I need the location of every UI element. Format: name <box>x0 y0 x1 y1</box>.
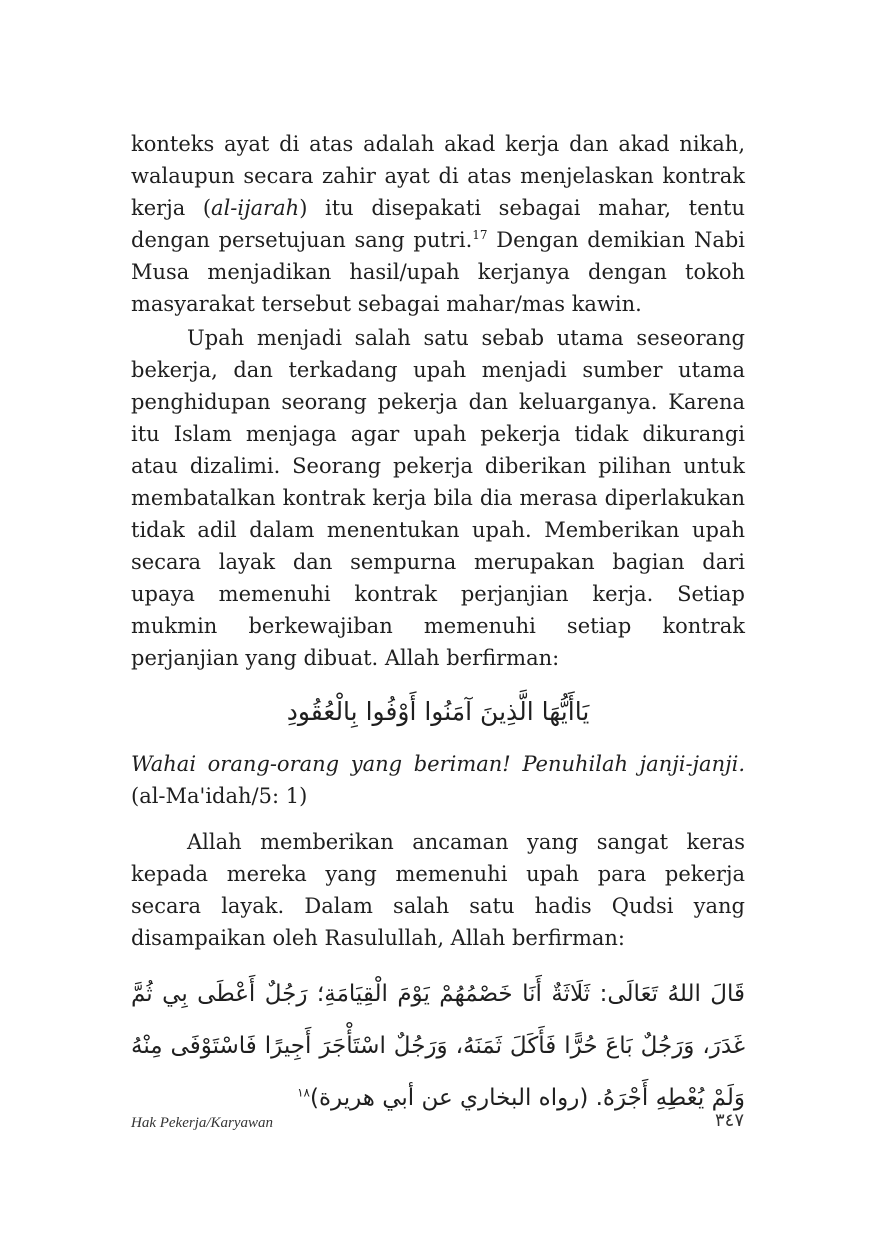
running-title: Hak Pekerja/Karyawan <box>131 1115 274 1131</box>
quran-verse-arabic: يَاأَيُّهَا الَّذِينَ آمَنُوا أَوْفُوا بِالْعُقُودِ <box>286 697 590 726</box>
paragraph-3: Allah memberikan ancaman yang sangat keras kepada mereka yang memenuhi upah para pekerja secara layak. Dalam salah satu hadis Qudsi yang disampaikan oleh Rasulullah, Allah berfirman: <box>131 830 745 950</box>
footnote-ref-18[interactable]: ١٨ <box>297 1085 310 1100</box>
page-body <box>131 128 745 1147</box>
verse-reference: (al-Ma'idah/5: 1) <box>131 784 308 808</box>
verse-translation-text: Wahai orang-orang yang beriman! Penuhilah janji-janji. <box>131 752 745 776</box>
paragraph-1-text-a: konteks ayat di atas adalah akad kerja dan akad nikah, walaupun secara zahir ayat di atas menjelaskan kontrak kerja ( <box>131 132 745 220</box>
page-number: ٣٤٧ <box>714 1110 744 1131</box>
footnote-ref-17[interactable]: 17 <box>472 228 488 242</box>
paragraph-2: Upah menjadi salah satu sebab utama seseorang bekerja, dan terkadang upah menjadi sumber utama penghidupan seorang pekerja dan keluarganya. Karena itu Islam menjaga agar upah pekerja tidak dikurangi atau dizalimi. Seorang pekerja diberikan pilihan untuk membatalkan kontrak kerja bila dia merasa diperlakukan tidak adil dalam menentukan upah. Memberikan upah secara layak dan sempurna merupakan bagian dari upaya memenuhi kontrak perjanjian kerja. Setiap mukmin berkewajiban memenuhi setiap kontrak perjanjian yang dibuat. Allah berfirman: <box>131 326 745 670</box>
hadith-qudsi-arabic <box>131 968 745 1124</box>
italic-term-al-ijarah: al-ijarah <box>211 196 300 220</box>
paragraph-1-text-c: Dengan demikian Nabi Musa menjadikan hasil/upah kerjanya dengan tokoh masyarakat tersebut sebagai mahar/mas kawin. <box>131 228 746 316</box>
hadith-text: قَالَ اللهُ تَعَالَى: ثَلَاثَةٌ أَنَا خَصْمُهُمْ يَوْمَ الْقِيَامَةِ؛ رَجُلٌ أَعْطَى بِي ثُمَّ غَدَرَ، وَرَجُلٌ بَاعَ حُرًّا فَأَكَلَ ثَمَنَهُ، وَرَجُلٌ اسْتَأْجَرَ أَجِيرًا فَاسْتَوْفَى مِنْهُ وَلَمْ يُعْطِهِ أَجْرَهُ. (رواه البخاري عن أبي هريرة) <box>131 981 745 1111</box>
paragraph-1 <box>131 128 745 320</box>
paragraph-1-text-b: ) itu disepakati sebagai mahar, tentu dengan persetujuan sang putri. <box>131 196 745 252</box>
verse-translation <box>131 748 745 812</box>
